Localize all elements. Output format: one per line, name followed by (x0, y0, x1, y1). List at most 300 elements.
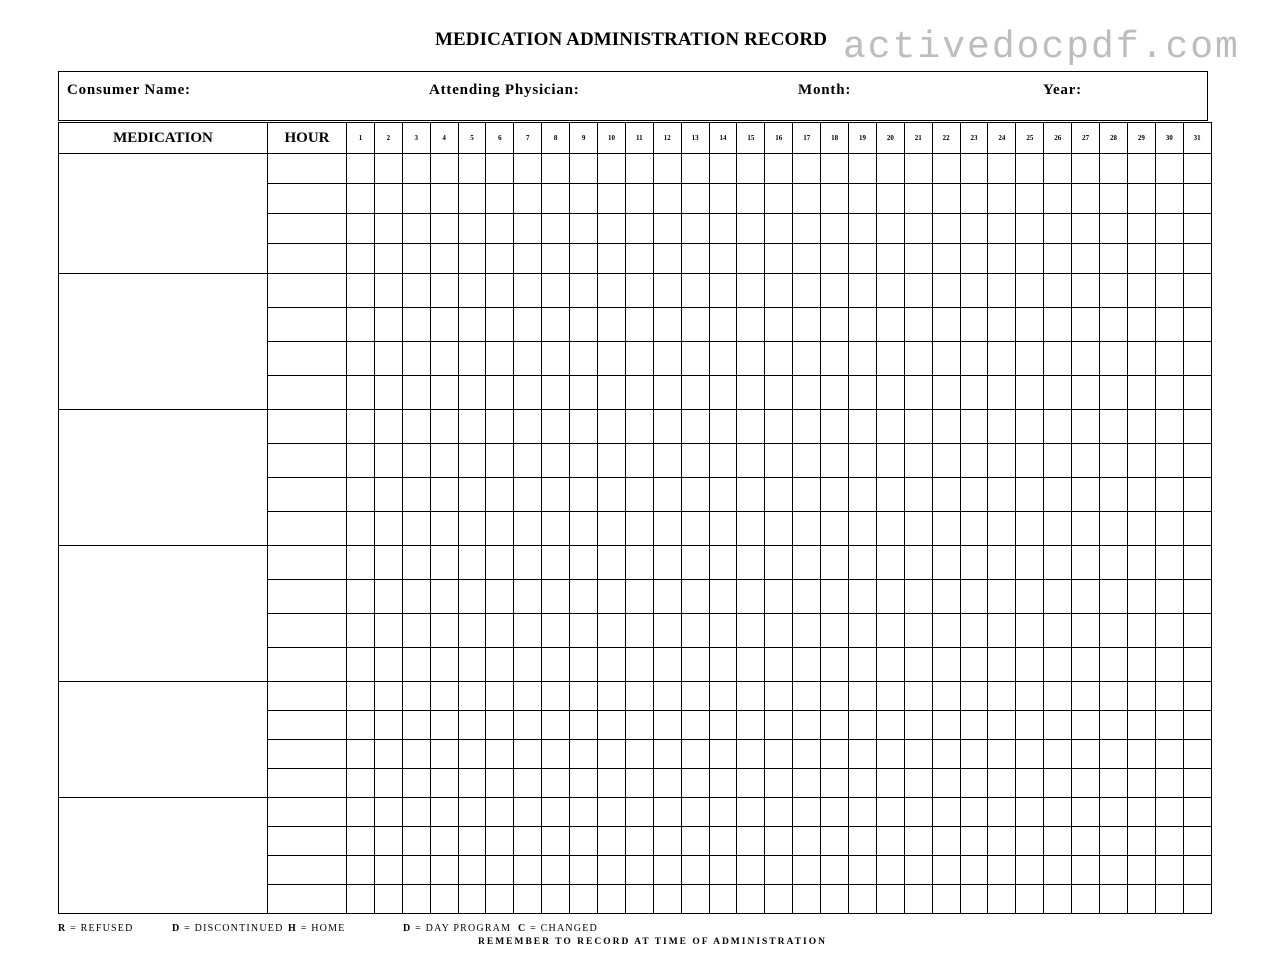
day-cell[interactable] (458, 682, 486, 711)
day-cell[interactable] (486, 682, 514, 711)
day-cell[interactable] (347, 214, 375, 244)
day-cell[interactable] (793, 885, 821, 914)
medication-cell[interactable] (59, 410, 268, 546)
day-cell[interactable] (681, 711, 709, 740)
day-cell[interactable] (876, 184, 904, 214)
day-cell[interactable] (1100, 308, 1128, 342)
day-cell[interactable] (821, 546, 849, 580)
day-cell[interactable] (988, 740, 1016, 769)
day-cell[interactable] (821, 244, 849, 274)
day-cell[interactable] (542, 478, 570, 512)
day-cell[interactable] (570, 376, 598, 410)
day-cell[interactable] (960, 244, 988, 274)
day-cell[interactable] (430, 546, 458, 580)
day-cell[interactable] (514, 184, 542, 214)
hour-cell[interactable] (268, 614, 347, 648)
day-cell[interactable] (625, 512, 653, 546)
day-cell[interactable] (960, 512, 988, 546)
day-cell[interactable] (793, 769, 821, 798)
day-cell[interactable] (1100, 856, 1128, 885)
day-cell[interactable] (347, 410, 375, 444)
day-cell[interactable] (514, 274, 542, 308)
hour-cell[interactable] (268, 376, 347, 410)
day-cell[interactable] (793, 274, 821, 308)
day-cell[interactable] (1100, 478, 1128, 512)
day-cell[interactable] (932, 342, 960, 376)
day-cell[interactable] (402, 376, 430, 410)
medication-cell[interactable] (59, 546, 268, 682)
day-cell[interactable] (374, 308, 402, 342)
day-cell[interactable] (542, 798, 570, 827)
day-cell[interactable] (625, 769, 653, 798)
day-cell[interactable] (988, 546, 1016, 580)
day-cell[interactable] (653, 410, 681, 444)
day-cell[interactable] (681, 274, 709, 308)
day-cell[interactable] (486, 769, 514, 798)
day-cell[interactable] (1155, 478, 1183, 512)
hour-cell[interactable] (268, 410, 347, 444)
day-cell[interactable] (793, 244, 821, 274)
day-cell[interactable] (1127, 342, 1155, 376)
day-cell[interactable] (904, 711, 932, 740)
day-cell[interactable] (709, 410, 737, 444)
day-cell[interactable] (1072, 308, 1100, 342)
day-cell[interactable] (1100, 614, 1128, 648)
day-cell[interactable] (347, 444, 375, 478)
day-cell[interactable] (765, 342, 793, 376)
day-cell[interactable] (1155, 244, 1183, 274)
day-cell[interactable] (1183, 614, 1211, 648)
day-cell[interactable] (1044, 711, 1072, 740)
day-cell[interactable] (458, 798, 486, 827)
day-cell[interactable] (988, 444, 1016, 478)
day-cell[interactable] (988, 512, 1016, 546)
day-cell[interactable] (765, 827, 793, 856)
day-cell[interactable] (653, 648, 681, 682)
day-cell[interactable] (1044, 184, 1072, 214)
day-cell[interactable] (1183, 648, 1211, 682)
day-cell[interactable] (821, 614, 849, 648)
day-cell[interactable] (821, 711, 849, 740)
day-cell[interactable] (1044, 244, 1072, 274)
day-cell[interactable] (876, 648, 904, 682)
day-cell[interactable] (1100, 885, 1128, 914)
day-cell[interactable] (1044, 885, 1072, 914)
day-cell[interactable] (1044, 580, 1072, 614)
day-cell[interactable] (1183, 154, 1211, 184)
day-cell[interactable] (681, 827, 709, 856)
day-cell[interactable] (514, 512, 542, 546)
day-cell[interactable] (598, 546, 626, 580)
day-cell[interactable] (960, 546, 988, 580)
day-cell[interactable] (598, 740, 626, 769)
day-cell[interactable] (374, 856, 402, 885)
hour-cell[interactable] (268, 214, 347, 244)
day-cell[interactable] (737, 856, 765, 885)
day-cell[interactable] (570, 856, 598, 885)
day-cell[interactable] (653, 546, 681, 580)
day-cell[interactable] (486, 274, 514, 308)
day-cell[interactable] (988, 827, 1016, 856)
day-cell[interactable] (1100, 376, 1128, 410)
day-cell[interactable] (876, 682, 904, 711)
day-cell[interactable] (1044, 798, 1072, 827)
day-cell[interactable] (849, 798, 877, 827)
day-cell[interactable] (1016, 376, 1044, 410)
day-cell[interactable] (458, 410, 486, 444)
day-cell[interactable] (514, 244, 542, 274)
day-cell[interactable] (932, 827, 960, 856)
day-cell[interactable] (709, 244, 737, 274)
day-cell[interactable] (1044, 682, 1072, 711)
day-cell[interactable] (737, 769, 765, 798)
day-cell[interactable] (932, 614, 960, 648)
day-cell[interactable] (570, 308, 598, 342)
day-cell[interactable] (1044, 546, 1072, 580)
day-cell[interactable] (625, 154, 653, 184)
day-cell[interactable] (849, 711, 877, 740)
day-cell[interactable] (681, 580, 709, 614)
day-cell[interactable] (486, 184, 514, 214)
day-cell[interactable] (514, 444, 542, 478)
day-cell[interactable] (542, 154, 570, 184)
day-cell[interactable] (653, 308, 681, 342)
day-cell[interactable] (374, 711, 402, 740)
day-cell[interactable] (458, 512, 486, 546)
day-cell[interactable] (793, 740, 821, 769)
day-cell[interactable] (904, 214, 932, 244)
day-cell[interactable] (347, 769, 375, 798)
day-cell[interactable] (1155, 827, 1183, 856)
day-cell[interactable] (625, 274, 653, 308)
day-cell[interactable] (1016, 308, 1044, 342)
day-cell[interactable] (737, 614, 765, 648)
day-cell[interactable] (486, 244, 514, 274)
hour-cell[interactable] (268, 274, 347, 308)
day-cell[interactable] (960, 827, 988, 856)
day-cell[interactable] (876, 769, 904, 798)
day-cell[interactable] (1072, 274, 1100, 308)
day-cell[interactable] (458, 184, 486, 214)
day-cell[interactable] (904, 856, 932, 885)
day-cell[interactable] (514, 154, 542, 184)
day-cell[interactable] (1127, 376, 1155, 410)
day-cell[interactable] (542, 885, 570, 914)
day-cell[interactable] (570, 614, 598, 648)
day-cell[interactable] (458, 769, 486, 798)
day-cell[interactable] (430, 376, 458, 410)
day-cell[interactable] (821, 512, 849, 546)
day-cell[interactable] (904, 308, 932, 342)
day-cell[interactable] (876, 546, 904, 580)
day-cell[interactable] (821, 648, 849, 682)
day-cell[interactable] (1155, 308, 1183, 342)
day-cell[interactable] (876, 308, 904, 342)
day-cell[interactable] (1100, 184, 1128, 214)
day-cell[interactable] (1183, 827, 1211, 856)
day-cell[interactable] (625, 376, 653, 410)
day-cell[interactable] (374, 342, 402, 376)
hour-cell[interactable] (268, 244, 347, 274)
day-cell[interactable] (625, 444, 653, 478)
day-cell[interactable] (1127, 274, 1155, 308)
day-cell[interactable] (960, 184, 988, 214)
day-cell[interactable] (347, 711, 375, 740)
day-cell[interactable] (1016, 154, 1044, 184)
day-cell[interactable] (1016, 512, 1044, 546)
day-cell[interactable] (374, 885, 402, 914)
day-cell[interactable] (849, 308, 877, 342)
day-cell[interactable] (737, 546, 765, 580)
day-cell[interactable] (793, 711, 821, 740)
day-cell[interactable] (598, 885, 626, 914)
day-cell[interactable] (1155, 546, 1183, 580)
day-cell[interactable] (849, 856, 877, 885)
day-cell[interactable] (402, 856, 430, 885)
day-cell[interactable] (458, 648, 486, 682)
day-cell[interactable] (1183, 214, 1211, 244)
day-cell[interactable] (1155, 769, 1183, 798)
day-cell[interactable] (570, 711, 598, 740)
day-cell[interactable] (737, 740, 765, 769)
day-cell[interactable] (542, 648, 570, 682)
day-cell[interactable] (904, 740, 932, 769)
day-cell[interactable] (347, 614, 375, 648)
day-cell[interactable] (542, 614, 570, 648)
day-cell[interactable] (1155, 184, 1183, 214)
hour-cell[interactable] (268, 682, 347, 711)
day-cell[interactable] (570, 444, 598, 478)
day-cell[interactable] (1072, 154, 1100, 184)
day-cell[interactable] (430, 580, 458, 614)
hour-cell[interactable] (268, 444, 347, 478)
day-cell[interactable] (1183, 546, 1211, 580)
day-cell[interactable] (988, 885, 1016, 914)
day-cell[interactable] (1044, 444, 1072, 478)
day-cell[interactable] (402, 648, 430, 682)
day-cell[interactable] (681, 376, 709, 410)
day-cell[interactable] (1127, 648, 1155, 682)
day-cell[interactable] (1072, 827, 1100, 856)
day-cell[interactable] (625, 214, 653, 244)
day-cell[interactable] (765, 682, 793, 711)
day-cell[interactable] (765, 154, 793, 184)
day-cell[interactable] (1016, 478, 1044, 512)
day-cell[interactable] (486, 342, 514, 376)
day-cell[interactable] (514, 885, 542, 914)
day-cell[interactable] (681, 154, 709, 184)
day-cell[interactable] (570, 214, 598, 244)
day-cell[interactable] (625, 478, 653, 512)
day-cell[interactable] (374, 478, 402, 512)
day-cell[interactable] (625, 798, 653, 827)
day-cell[interactable] (765, 740, 793, 769)
day-cell[interactable] (1100, 798, 1128, 827)
day-cell[interactable] (653, 580, 681, 614)
day-cell[interactable] (793, 308, 821, 342)
day-cell[interactable] (347, 827, 375, 856)
day-cell[interactable] (653, 740, 681, 769)
day-cell[interactable] (1183, 740, 1211, 769)
day-cell[interactable] (402, 546, 430, 580)
day-cell[interactable] (737, 342, 765, 376)
day-cell[interactable] (1183, 308, 1211, 342)
day-cell[interactable] (1072, 342, 1100, 376)
day-cell[interactable] (681, 410, 709, 444)
day-cell[interactable] (765, 444, 793, 478)
day-cell[interactable] (458, 214, 486, 244)
day-cell[interactable] (1072, 856, 1100, 885)
day-cell[interactable] (793, 444, 821, 478)
day-cell[interactable] (904, 342, 932, 376)
day-cell[interactable] (402, 885, 430, 914)
day-cell[interactable] (486, 885, 514, 914)
day-cell[interactable] (1016, 856, 1044, 885)
day-cell[interactable] (737, 711, 765, 740)
day-cell[interactable] (653, 214, 681, 244)
day-cell[interactable] (1127, 410, 1155, 444)
day-cell[interactable] (570, 546, 598, 580)
day-cell[interactable] (570, 827, 598, 856)
day-cell[interactable] (709, 885, 737, 914)
day-cell[interactable] (402, 682, 430, 711)
day-cell[interactable] (821, 274, 849, 308)
day-cell[interactable] (988, 769, 1016, 798)
day-cell[interactable] (1016, 740, 1044, 769)
day-cell[interactable] (458, 885, 486, 914)
day-cell[interactable] (904, 478, 932, 512)
day-cell[interactable] (1155, 711, 1183, 740)
day-cell[interactable] (765, 546, 793, 580)
day-cell[interactable] (988, 856, 1016, 885)
day-cell[interactable] (988, 342, 1016, 376)
day-cell[interactable] (960, 885, 988, 914)
day-cell[interactable] (514, 410, 542, 444)
day-cell[interactable] (737, 798, 765, 827)
day-cell[interactable] (1183, 376, 1211, 410)
day-cell[interactable] (1155, 682, 1183, 711)
day-cell[interactable] (430, 512, 458, 546)
day-cell[interactable] (402, 827, 430, 856)
day-cell[interactable] (598, 244, 626, 274)
day-cell[interactable] (570, 769, 598, 798)
day-cell[interactable] (486, 410, 514, 444)
day-cell[interactable] (570, 410, 598, 444)
day-cell[interactable] (653, 154, 681, 184)
day-cell[interactable] (347, 376, 375, 410)
day-cell[interactable] (876, 580, 904, 614)
day-cell[interactable] (430, 154, 458, 184)
day-cell[interactable] (1044, 342, 1072, 376)
day-cell[interactable] (849, 274, 877, 308)
day-cell[interactable] (542, 410, 570, 444)
day-cell[interactable] (681, 740, 709, 769)
day-cell[interactable] (681, 308, 709, 342)
day-cell[interactable] (402, 512, 430, 546)
day-cell[interactable] (737, 410, 765, 444)
day-cell[interactable] (1072, 184, 1100, 214)
day-cell[interactable] (821, 410, 849, 444)
day-cell[interactable] (430, 798, 458, 827)
day-cell[interactable] (904, 274, 932, 308)
day-cell[interactable] (1127, 478, 1155, 512)
day-cell[interactable] (1127, 798, 1155, 827)
day-cell[interactable] (1155, 614, 1183, 648)
day-cell[interactable] (904, 798, 932, 827)
day-cell[interactable] (347, 512, 375, 546)
day-cell[interactable] (1016, 798, 1044, 827)
day-cell[interactable] (1072, 885, 1100, 914)
day-cell[interactable] (458, 546, 486, 580)
day-cell[interactable] (932, 711, 960, 740)
day-cell[interactable] (486, 856, 514, 885)
day-cell[interactable] (765, 769, 793, 798)
day-cell[interactable] (486, 648, 514, 682)
day-cell[interactable] (653, 184, 681, 214)
day-cell[interactable] (347, 856, 375, 885)
day-cell[interactable] (1100, 740, 1128, 769)
day-cell[interactable] (793, 154, 821, 184)
day-cell[interactable] (1016, 184, 1044, 214)
day-cell[interactable] (653, 856, 681, 885)
day-cell[interactable] (1044, 214, 1072, 244)
day-cell[interactable] (1183, 885, 1211, 914)
day-cell[interactable] (709, 342, 737, 376)
day-cell[interactable] (709, 740, 737, 769)
day-cell[interactable] (1072, 648, 1100, 682)
hour-cell[interactable] (268, 856, 347, 885)
day-cell[interactable] (876, 711, 904, 740)
day-cell[interactable] (542, 711, 570, 740)
day-cell[interactable] (625, 308, 653, 342)
day-cell[interactable] (1100, 512, 1128, 546)
day-cell[interactable] (347, 885, 375, 914)
hour-cell[interactable] (268, 885, 347, 914)
day-cell[interactable] (598, 154, 626, 184)
day-cell[interactable] (625, 740, 653, 769)
day-cell[interactable] (709, 798, 737, 827)
day-cell[interactable] (542, 444, 570, 478)
day-cell[interactable] (1155, 580, 1183, 614)
day-cell[interactable] (458, 827, 486, 856)
day-cell[interactable] (402, 711, 430, 740)
day-cell[interactable] (849, 444, 877, 478)
day-cell[interactable] (793, 580, 821, 614)
day-cell[interactable] (932, 798, 960, 827)
day-cell[interactable] (876, 512, 904, 546)
day-cell[interactable] (793, 856, 821, 885)
day-cell[interactable] (960, 856, 988, 885)
day-cell[interactable] (876, 410, 904, 444)
day-cell[interactable] (374, 376, 402, 410)
day-cell[interactable] (486, 798, 514, 827)
day-cell[interactable] (598, 682, 626, 711)
day-cell[interactable] (374, 444, 402, 478)
day-cell[interactable] (960, 376, 988, 410)
day-cell[interactable] (598, 512, 626, 546)
day-cell[interactable] (514, 827, 542, 856)
day-cell[interactable] (793, 342, 821, 376)
day-cell[interactable] (402, 769, 430, 798)
day-cell[interactable] (765, 856, 793, 885)
day-cell[interactable] (542, 682, 570, 711)
day-cell[interactable] (347, 308, 375, 342)
day-cell[interactable] (514, 740, 542, 769)
day-cell[interactable] (1072, 512, 1100, 546)
day-cell[interactable] (1072, 214, 1100, 244)
day-cell[interactable] (681, 769, 709, 798)
day-cell[interactable] (402, 410, 430, 444)
